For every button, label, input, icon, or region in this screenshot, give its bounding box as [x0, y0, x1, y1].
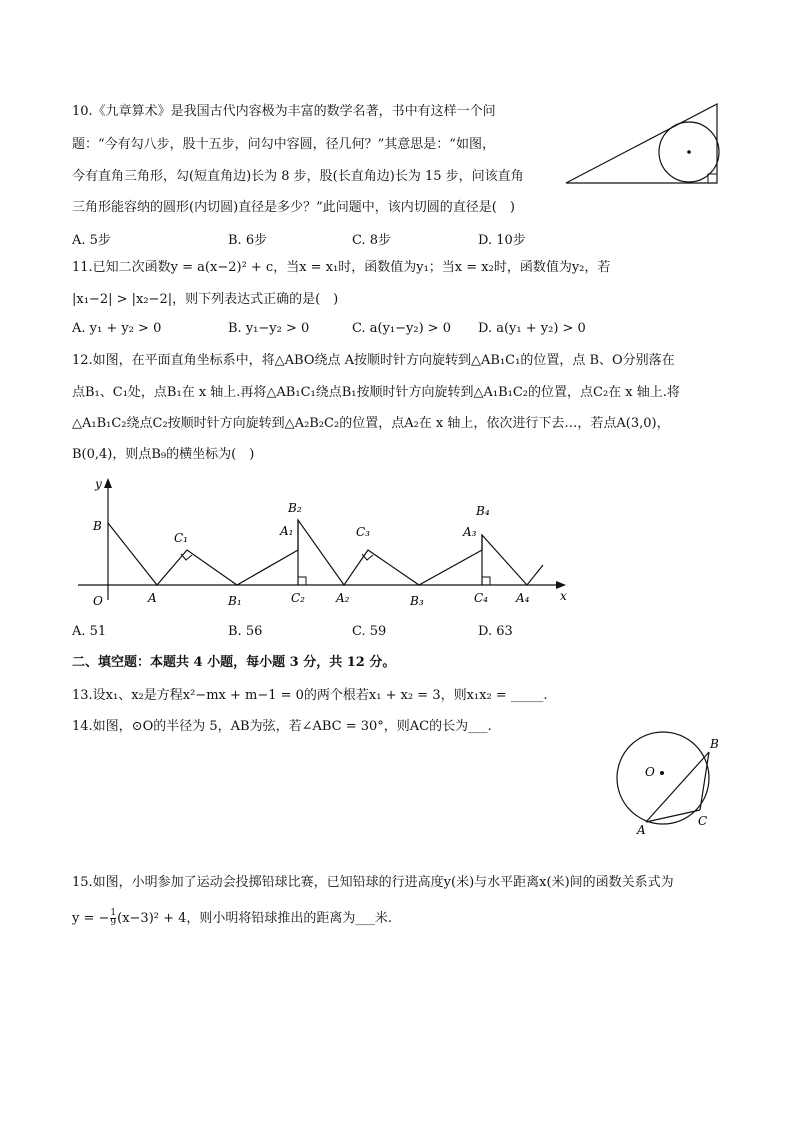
- q12-rotation-figure: [70, 472, 590, 612]
- q11-option-c: C. a(y₁−y₂) > 0: [352, 321, 452, 336]
- q12-line4: B(0,4)，则点B₉的横坐标为( ): [72, 447, 255, 462]
- q10-line2: 题：“今有勾八步，股十五步，问勾中容圆，径几何？”其意思是：“如图，: [72, 137, 495, 152]
- q10-line3: 今有直角三角形，勾(短直角边)长为 8 步，股(长直角边)长为 15 步，问该直角: [72, 169, 524, 184]
- q10-option-a: A. 5步: [72, 233, 111, 248]
- q15-formula-suffix: (x−3)² + 4，则小明将铅球推出的距离为___米.: [117, 911, 393, 926]
- right-angle-c2: [298, 577, 306, 585]
- label-B1: B₁: [228, 594, 242, 608]
- q15-formula-prefix: y = −: [72, 911, 110, 926]
- incircle-center-dot: [687, 150, 691, 154]
- label-O: O: [93, 594, 103, 608]
- q12-line3: △A₁B₁C₂绕点C₂按顺时针方向旋转到△A₂B₂C₂的位置，点A₂在 x 轴上，依次进行下去…，若点A(3,0)，: [72, 416, 670, 431]
- q12-line1: 12.如图，在平面直角坐标系中，将△ABO绕点 A按顺时针方向旋转到△AB₁C₁的位置，点 B、O分别落在: [72, 353, 675, 368]
- label-x: x: [560, 589, 567, 603]
- q13-line1: 13.设x₁、x₂是方程x²−mx + m−1 = 0的两个根若x₁ + x₂ = 3，则x₁x₂ = _____.: [72, 688, 548, 703]
- q10-triangle-figure: [562, 100, 724, 188]
- q11-line2: |x₁−2| > |x₂−2|，则下列表达式正确的是( ): [72, 292, 339, 307]
- right-triangle: [566, 104, 717, 183]
- q10-line4: 三角形能容纳的圆形(内切圆)直径是多少？”此问题中，该内切圆的直径是( ): [72, 200, 515, 215]
- q10-option-b: B. 6步: [228, 233, 268, 248]
- q14-circle-figure: [608, 730, 728, 842]
- q10-option-c: C. 8步: [352, 233, 392, 248]
- right-angle-mark: [708, 174, 717, 183]
- section2-title: 二、填空题：本题共 4 小题，每小题 3 分，共 12 分。: [72, 655, 396, 670]
- label-y: y: [95, 477, 102, 491]
- label-C3: C₃: [356, 525, 370, 539]
- label-A: A: [148, 591, 157, 605]
- q12-option-c: C. 59: [352, 624, 387, 639]
- right-angle-c4: [482, 577, 490, 585]
- q11-option-d: D. a(y₁ + y₂) > 0: [478, 321, 586, 336]
- label-B2: B₂: [288, 501, 302, 515]
- chord-AC: [646, 810, 700, 822]
- label-B: B: [93, 519, 102, 533]
- chord-AB: [646, 752, 709, 822]
- label-C2: C₂: [291, 591, 305, 605]
- rotation-path: [108, 520, 543, 585]
- label-C1: C₁: [174, 531, 188, 545]
- label-O: O: [645, 765, 655, 779]
- label-A1: A₁: [280, 524, 294, 538]
- label-B: B: [710, 737, 719, 751]
- label-A4: A₄: [516, 591, 530, 605]
- label-A3: A₃: [463, 525, 477, 539]
- label-B3: B₃: [410, 594, 424, 608]
- q10-option-d: D. 10步: [478, 233, 526, 248]
- q11-option-b: B. y₁−y₂ > 0: [228, 321, 310, 336]
- q12-option-b: B. 56: [228, 624, 263, 639]
- q11-line1: 11.已知二次函数y = a(x−2)² + c，当x = x₁时，函数值为y₁；当x = x₂时，函数值为y₂，若: [72, 260, 611, 275]
- q12-option-a: A. 51: [72, 624, 107, 639]
- q12-option-d: D. 63: [478, 624, 513, 639]
- fraction-denominator: 9: [110, 918, 117, 928]
- q15-line2: [72, 909, 392, 928]
- q12-line2: 点B₁、C₁处，点B₁在 x 轴上.再将△AB₁C₁绕点B₁按顺时针方向旋转到△A₁B₁C₂的位置，点C₂在 x 轴上.将: [72, 385, 680, 400]
- label-A: A: [637, 823, 646, 837]
- q15-fraction: [110, 909, 116, 928]
- circle-O: [617, 732, 709, 824]
- label-C4: C₄: [474, 591, 488, 605]
- fraction-numerator: 1: [110, 908, 117, 918]
- q10-line1: 10.《九章算术》是我国古代内容极为丰富的数学名著，书中有这样一个问: [72, 104, 496, 119]
- x-axis-arrow: [556, 581, 566, 589]
- label-A2: A₂: [336, 591, 350, 605]
- label-C: C: [698, 814, 708, 828]
- label-B4: B₄: [476, 504, 490, 518]
- q14-line1: 14.如图，⊙O的半径为 5，AB为弦，若∠ABC = 30°，则AC的长为___.: [72, 719, 492, 734]
- center-dot: [660, 771, 664, 775]
- q11-option-a: A. y₁ + y₂ > 0: [72, 321, 162, 336]
- q15-line1: 15.如图，小明参加了运动会投掷铅球比赛，已知铅球的行进高度y(米)与水平距离x(米)间的函数关系式为: [72, 875, 674, 890]
- y-axis-arrow: [104, 478, 112, 488]
